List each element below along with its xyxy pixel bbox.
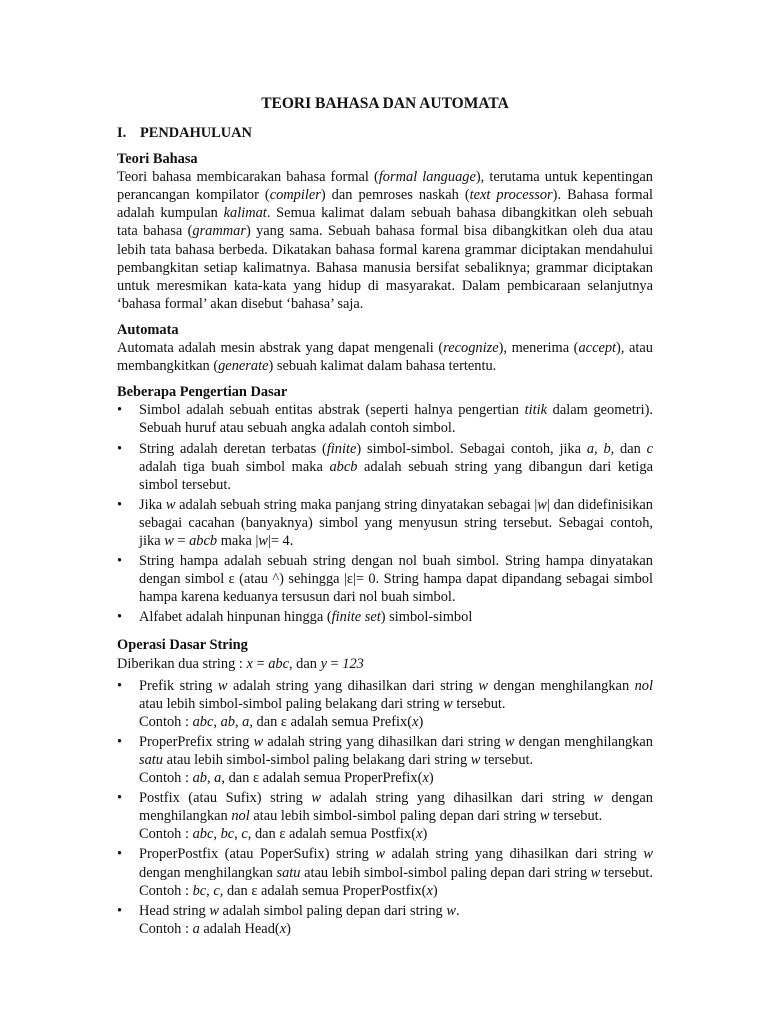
example-line: Contoh : abc, bc, c, dan ε adalah semua Postfix(x)	[139, 826, 428, 843]
paragraph-automata: Automata adalah mesin abstrak yang dapat mengenali (recognize), menerima (accept), atau membangkitkan (generate) sebuah kalimat dalam bahasa tertentu.	[117, 340, 653, 375]
bullet-icon: •	[117, 790, 123, 807]
bullet-icon: •	[117, 402, 123, 419]
list-item	[117, 845, 653, 899]
list-operasi-dasar	[117, 677, 653, 938]
list-pengertian-dasar	[117, 401, 653, 626]
example-line: Contoh : ab, a, dan ε adalah semua ProperPrefix(x)	[139, 770, 434, 787]
bullet-icon: •	[117, 902, 123, 919]
bullet-icon: •	[117, 496, 123, 513]
example-line: Contoh : a adalah Head(x)	[139, 920, 291, 937]
section-heading-pendahuluan	[117, 124, 653, 142]
list-item-text: Jika w adalah sebuah string maka panjang string dinyatakan sebagai |w| dan didefinisikan sebagai cacahan (banyaknya) simbol yang menyusun string tersebut. Sebagai contoh, jika w = abcb maka |w|= 4.	[139, 496, 654, 549]
heading-operasi-dasar-string: Operasi Dasar String	[117, 637, 248, 654]
list-item-text: String adalah deretan terbatas (finite) simbol-simbol. Sebagai contoh, jika a, b, dan c adalah tiga buah simbol maka abcb adalah sebuah string yang dibangun dari ketiga simbol tersebut.	[139, 440, 654, 493]
bullet-icon: •	[117, 733, 123, 750]
bullet-icon: •	[117, 609, 123, 626]
list-item-text: String hampa adalah sebuah string dengan nol buah simbol. String hampa dinyatakan dengan simbol ε (atau ^) sehingga |ε|= 0. String hampa dapat dipandang sebagai simbol hampa karena keduanya tersusun dari nol buah simbol.	[139, 553, 653, 606]
list-item	[117, 401, 653, 437]
section-label: PENDAHULUAN	[140, 125, 252, 141]
example-line: Contoh : abc, ab, a, dan ε adalah semua Prefix(x)	[139, 713, 424, 730]
document-title: TEORI BAHASA DAN AUTOMATA	[261, 95, 509, 112]
bullet-icon: •	[117, 440, 123, 457]
list-item-text: Alfabet adalah hinpunan hingga (finite set) simbol-simbol	[139, 609, 473, 626]
heading-teori-bahasa: Teori Bahasa	[117, 151, 198, 168]
list-item-text: Prefik string w adalah string yang dihasilkan dari string w dengan menghilangkan nol atau lebih simbol-simbol paling belakang dari string w tersebut.	[139, 677, 653, 712]
list-item-text: ProperPrefix string w adalah string yang dihasilkan dari string w dengan menghilangkan satu atau lebih simbol-simbol paling belakang dari string w tersebut.	[139, 733, 653, 768]
section-number: I.	[117, 125, 127, 141]
list-item	[117, 733, 653, 787]
bullet-icon: •	[117, 846, 123, 863]
list-item	[117, 789, 653, 843]
list-item	[117, 496, 653, 550]
paragraph-operasi-intro: Diberikan dua string : x = abc, dan y = 123	[117, 655, 364, 672]
list-item	[117, 440, 653, 494]
heading-pengertian-dasar: Beberapa Pengertian Dasar	[117, 384, 288, 401]
bullet-icon: •	[117, 553, 123, 570]
list-item	[117, 552, 653, 606]
list-item-text: ProperPostfix (atau PoperSufix) string w adalah string yang dihasilkan dari string w dengan menghilangkan satu atau lebih simbol-simbol paling depan dari string w tersebut.	[139, 846, 654, 881]
list-item-text: Simbol adalah sebuah entitas abstrak (seperti halnya pengertian titik dalam geometri). Sebuah huruf atau sebuah angka adalah contoh simbol.	[139, 402, 653, 437]
list-item	[117, 902, 653, 938]
list-item-text: Postfix (atau Sufix) string w adalah string yang dihasilkan dari string w dengan menghilangkan nol atau lebih simbol-simbol paling depan dari string w tersebut.	[139, 790, 653, 825]
list-item-text: Head string w adalah simbol paling depan dari string w.	[139, 902, 460, 919]
example-line: Contoh : bc, c, dan ε adalah semua ProperPostfix(x)	[139, 882, 438, 899]
list-item	[117, 677, 653, 731]
document-body	[117, 94, 653, 940]
bullet-icon: •	[117, 677, 123, 694]
list-item	[117, 608, 653, 626]
heading-automata: Automata	[117, 321, 179, 338]
paragraph-teori-bahasa: Teori bahasa membicarakan bahasa formal (formal language), terutama untuk kepentingan perancangan kompilator (compiler) dan pemroses naskah (text processor). Bahasa formal adalah kumpulan kalimat. Semua kalimat dalam sebuah bahasa dibangkitkan oleh sebuah tata bahasa (grammar) yang sama. Sebuah bahasa formal bisa dibangkitkan oleh dua atau lebih tata bahasa berbeda. Dikatakan bahasa formal karena grammar diciptakan mendahului pembangkitan setiap kalimatnya. Bahasa manusia bersifat sebaliknya; grammar diciptakan untuk meresmikan kata-kata yang hidup di masyarakat. Dalam pembicaraan selanjutnya ‘bahasa formal’ akan disebut ‘bahasa’ saja.	[117, 169, 654, 312]
